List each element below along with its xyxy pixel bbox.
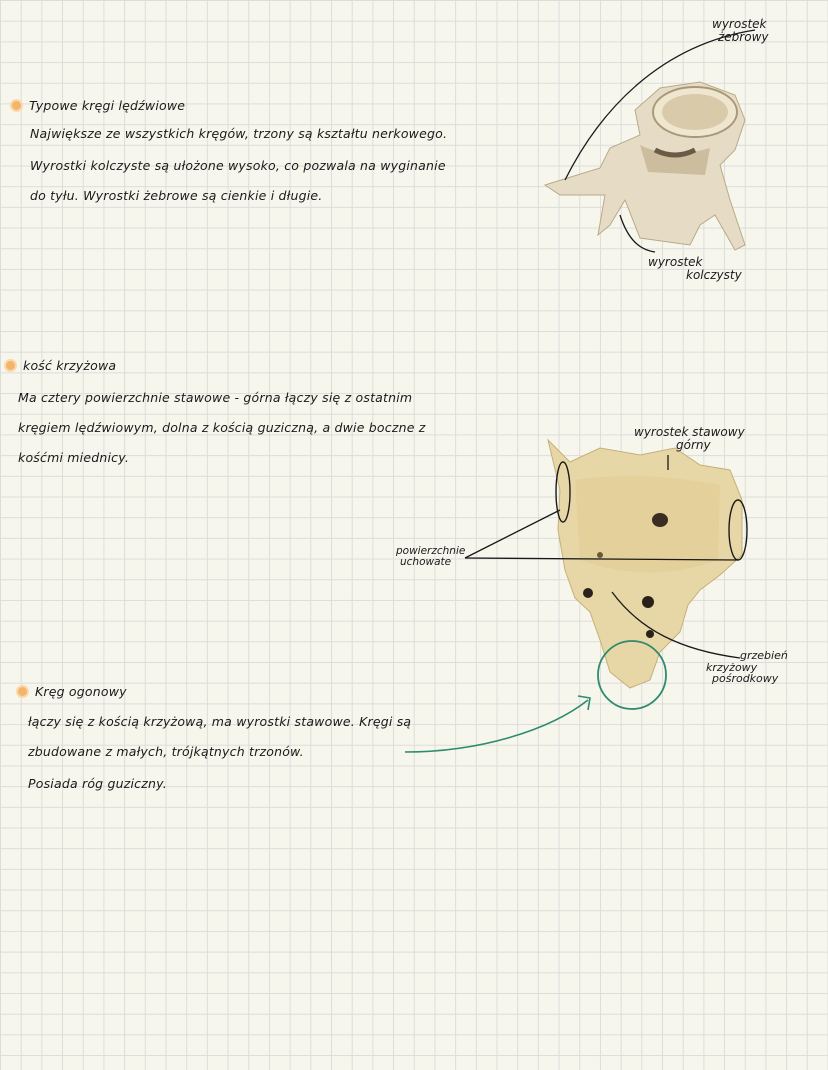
label-costal-line-1: wyrostek [712,17,767,31]
lumbar-line-2: Wyrostki kolczyste są ułożone wysoko, co pozwala na wyginanie [30,158,446,173]
bullet-icon [18,687,27,696]
label-crest-line-2: krzyżowy [706,660,758,674]
sacrum-line-3: kośćmi miednicy. [18,450,130,465]
label-superior-line-2: górny [676,437,711,452]
label-crest-line-1: grzebień [740,649,788,662]
label-costal-line-2: żebrowy [718,29,769,44]
label-median-crest [706,650,788,685]
lumbar-heading-row [12,98,185,113]
label-spinous-process [648,256,742,281]
lumbar-line-1: Największe ze wszystkich kręgów, trzony są kształtu nerkowego. [30,126,448,141]
coccyx-arrow [405,700,588,752]
label-superior-line-1: wyrostek stawowy [634,425,745,439]
label-auricular-line-2: uchowate [400,556,452,569]
coccyx-heading: Kręg ogonowy [35,684,127,699]
label-costal-process [712,18,769,43]
label-superior-articular [634,426,745,451]
label-auricular-line-1: powierzchnie [396,545,466,557]
label-auricular-surfaces [396,546,465,568]
lumbar-vertebra-image [545,82,745,250]
bullet-icon [6,361,15,370]
bullet-icon [12,101,21,110]
coccyx-line-3: Posiada róg guziczny. [28,776,167,791]
sacrum-line-1: Ma cztery powierzchnie stawowe - górna łączy się z ostatnim [18,390,413,405]
coccyx-heading-row [18,684,127,699]
lumbar-heading: Typowe kręgi lędźwiowe [29,98,186,113]
sacrum-line-2: kręgiem lędźwiowym, dolna z kością guziczną, a dwie boczne z [18,420,426,435]
label-spinous-line-2: kolczysty [686,267,742,282]
pointer-auricular-1 [465,510,560,558]
lumbar-line-3: do tyłu. Wyrostki żebrowe są cienkie i długie. [30,188,323,203]
coccyx-line-1: łączy się z kością krzyżową, ma wyrostki stawowe. Kręgi są [28,714,412,729]
sacrum-heading-row [6,358,116,373]
sacrum-heading: kość krzyżowa [23,358,117,373]
coccyx-line-2: zbudowane z małych, trójkątnych trzonów. [28,744,304,759]
label-spinous-line-1: wyrostek [648,255,703,269]
label-crest-line-3: pośrodkowy [712,672,779,686]
